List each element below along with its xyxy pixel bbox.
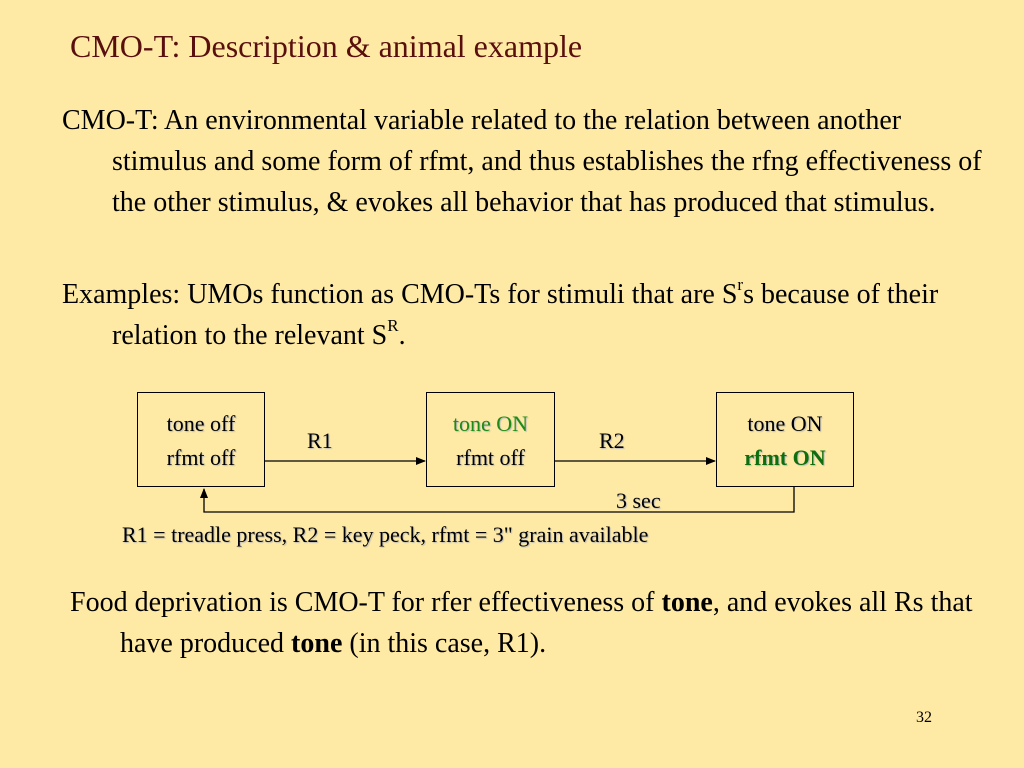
examples-superscript-r: r	[737, 275, 744, 294]
state-box-3	[716, 392, 854, 487]
return-delay-label: 3 sec	[616, 488, 661, 513]
arrow-r1-label: R1	[307, 428, 333, 453]
examples-text-1: Examples: UMOs function as CMO-Ts for stimuli that are S	[62, 279, 738, 310]
examples-text-3: .	[398, 320, 406, 351]
slide-title: CMO-T: Description & animal example	[70, 28, 583, 64]
arrow-r2-label: R2	[599, 428, 625, 453]
box1-rfmt: rfmt off	[166, 445, 236, 470]
box1-tone: tone off	[166, 411, 236, 436]
state-box-1	[137, 392, 265, 487]
conclusion-bold-2: tone	[291, 628, 343, 659]
conclusion-text-1: Food deprivation is CMO-T for rfer effectiveness of	[70, 587, 662, 618]
page-number: 32	[916, 709, 932, 726]
examples-superscript-R: R	[387, 316, 399, 335]
box2-tone: tone ON	[452, 411, 529, 436]
box2-rfmt: rfmt off	[456, 445, 525, 470]
conclusion-text-2: , and evokes all Rs that have produced	[120, 587, 973, 659]
box3-rfmt: rfmt ON	[744, 445, 826, 470]
examples-text-2: s because of their relation to the relevant S	[112, 279, 939, 351]
definition-paragraph: CMO-T: An environmental variable related to the relation between another stimulus and some form of rfmt, and thus establishes the rfng effectiveness of the other stimulus, & evokes all behavior that has produced that stimulus.	[62, 105, 982, 218]
diagram-legend: R1 = treadle press, R2 = key peck, rfmt = 3" grain available	[122, 522, 649, 547]
state-box-2	[426, 392, 555, 487]
box3-tone: tone ON	[747, 411, 823, 436]
conclusion-bold-1: tone	[661, 587, 713, 618]
conclusion-text-3: (in this case, R1).	[342, 628, 547, 659]
return-arrow	[204, 487, 794, 512]
conclusion-paragraph	[70, 582, 1000, 664]
